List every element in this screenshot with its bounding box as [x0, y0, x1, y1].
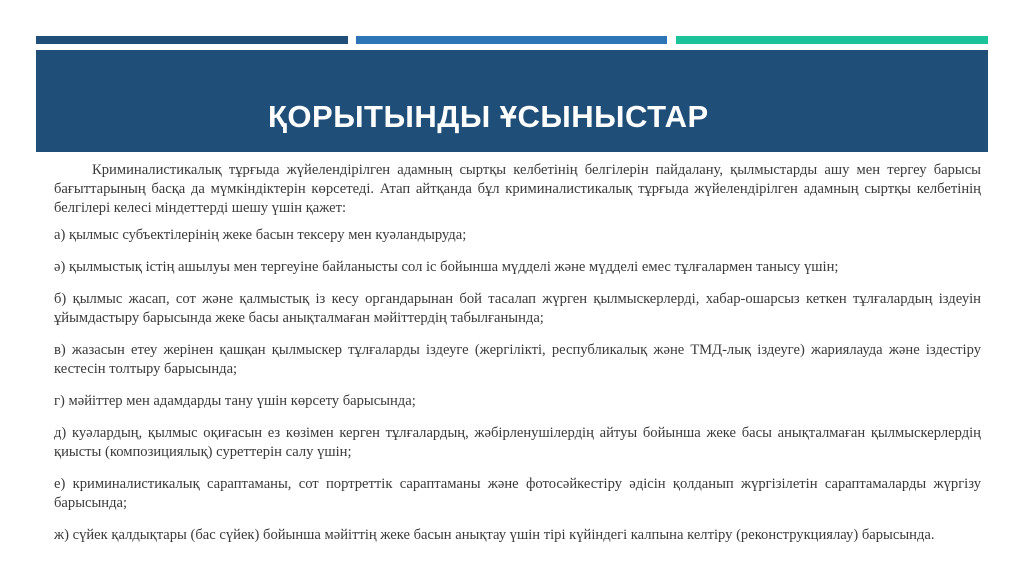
list-item: в) жазасын етеу жерінен қашқан қылмыскер тұлғаларды іздеуге (жергілікті, республикалық және ТМД-лық іздеуге) жариялауда және іздестіру кестесін толтыру барысында;	[54, 342, 981, 377]
list-item: ж) сүйек қалдықтары (бас сүйек) бойынша мәйіттің жеке басын анықтау үшін тірі күйіндегі калпына келтіру (реконструкциялау) барысында.	[54, 527, 935, 543]
top-bar-dark-blue	[36, 36, 348, 44]
slide-content	[54, 161, 981, 545]
list-item: д) куәлардың, қылмыс оқиғасын ез көзімен керген тұлғалардың, жәбірленушілердің айтуы бойынша жеке басы анықталмаған қылмыскерлердің қиысты (композициялық) суреттерін салу үшін;	[54, 425, 981, 460]
list-item: б) қылмыс жасап, сот және қалмыстық із кесу органдарынан бой тасалап жүрген қылмыскерлерді, хабар-ошарсыз кеткен тұлғалардың іздеуін ұйымдастыру барысында жеке басы анықталмаған мәйіттердің табылғанында;	[54, 291, 981, 326]
list-item: г) мәйіттер мен адамдарды тану үшін көрсету барысында;	[54, 393, 416, 409]
intro-paragraph: Криминалистикалық тұрғыда жүйелендірілген адамның сыртқы келбетінің белгілерін пайдалану, қылмыстарды ашу мен тергеу барысы бағыттарының басқа да мүмкіндіктерін көрсетеді. Атап айтқанда бұл криминалистикалық тұрғыда жүйелендірілген адамның сыртқы келбетінің белгілері келесі міндеттерді шешу үшін қажет:	[54, 162, 981, 216]
list-item: а) қылмыс субъектілерінің жеке басын тексеру мен куәландыруда;	[54, 227, 467, 243]
slide-title: ҚОРЫТЫНДЫ ҰСЫНЫСТАР	[268, 99, 709, 134]
top-bar-teal	[676, 36, 988, 44]
decorative-top-bars	[36, 36, 988, 44]
top-bar-blue	[356, 36, 667, 44]
list-item: е) криминалистикалық сараптаманы, сот портреттік сараптаманы және фотосәйкестіру әдісін қолданып жүргізілетін сараптамаларды жүргізу барысында;	[54, 476, 981, 511]
list-item: ә) қылмыстық істің ашылуы мен тергеуіне байланысты сол іс бойынша мүдделі және мүдделі емес тұлғалармен танысу үшін;	[54, 259, 839, 275]
